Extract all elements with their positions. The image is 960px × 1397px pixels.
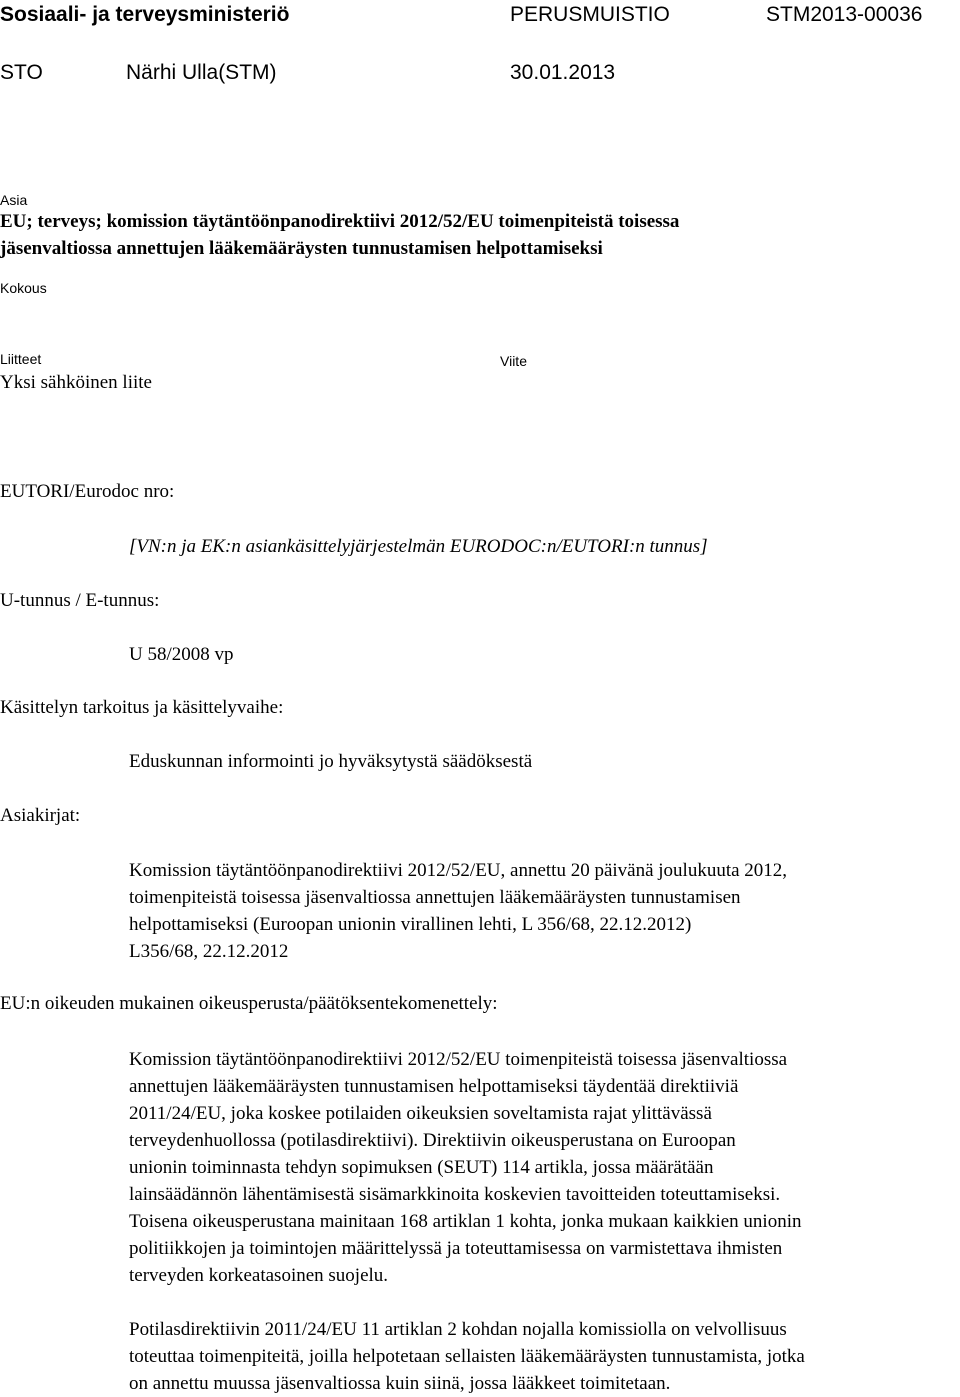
attachments-value: Yksi sähköinen liite	[0, 372, 152, 393]
paragraph-line: terveyden korkeatasoinen suojelu.	[129, 1265, 389, 1286]
author-name: Närhi Ulla(STM)	[126, 61, 277, 84]
documents-line: Komission täytäntöönpanodirektiivi 2012/52/EU, annettu 20 päivänä joulukuuta 2012,	[129, 860, 788, 881]
paragraph-line: politiikkojen ja toimintojen määrittelyssä ja toteuttamisessa on varmistettava ihmisten	[129, 1238, 783, 1259]
u-tunnus-value: U 58/2008 vp	[129, 644, 234, 665]
paragraph-line: terveydenhuollossa (potilasdirektiivi). Direktiivin oikeusperustana on Euroopan	[129, 1130, 736, 1151]
paragraph-line: lainsäädännön lähentämisestä sisämarkkinoita koskevien tavoitteiden toteuttamiseksi.	[129, 1184, 781, 1205]
paragraph-line: annettujen lääkemääräysten tunnustamisen helpottamiseksi täydentää direktiiviä	[129, 1076, 739, 1097]
documents-line: helpottamiseksi (Euroopan unionin virallinen lehti, L 356/68, 22.12.2012)	[129, 914, 692, 935]
unit-code: STO	[0, 61, 43, 84]
ministry-name: Sosiaali- ja terveysministeriö	[0, 3, 290, 26]
legal-basis-paragraph-1	[129, 1046, 801, 1289]
paragraph-line: unionin toiminnasta tehdyn sopimuksen (SEUT) 114 artikla, jossa määrätään	[129, 1157, 714, 1178]
subject-label: Asia	[0, 192, 28, 208]
eutori-value: [VN:n ja EK:n asiankäsittelyjärjestelmän EURODOC:n/EUTORI:n tunnus]	[129, 536, 708, 557]
document-id: STM2013-00036	[766, 3, 923, 26]
reference-label: Viite	[500, 353, 527, 369]
document-date: 30.01.2013	[510, 61, 616, 84]
documents-line: L356/68, 22.12.2012	[129, 941, 289, 962]
attachments-label: Liitteet	[0, 351, 42, 367]
paragraph-line: Komission täytäntöönpanodirektiivi 2012/52/EU toimenpiteistä toisessa jäsenvaltiossa	[129, 1049, 788, 1070]
documents-line: toimenpiteistä toisessa jäsenvaltiossa annettujen lääkemääräysten tunnustamisen	[129, 887, 741, 908]
purpose-value: Eduskunnan informointi jo hyväksytystä säädöksestä	[129, 751, 533, 772]
paragraph-line: 2011/24/EU, joka koskee potilaiden oikeuksien soveltamista rajat ylittävässä	[129, 1103, 712, 1124]
meeting-label: Kokous	[0, 280, 47, 296]
paragraph-line: Potilasdirektiivin 2011/24/EU 11 artiklan 2 kohdan nojalla komissiolla on velvollisuus	[129, 1319, 787, 1340]
legal-basis-label: EU:n oikeuden mukainen oikeusperusta/päätöksentekomenettely:	[0, 993, 498, 1014]
u-tunnus-label: U-tunnus / E-tunnus:	[0, 590, 160, 611]
documents-text	[129, 857, 787, 965]
subject-line: jäsenvaltiossa annettujen lääkemääräysten tunnustamisen helpottamiseksi	[0, 238, 603, 259]
purpose-label: Käsittelyn tarkoitus ja käsittelyvaihe:	[0, 697, 284, 718]
subject-text	[0, 208, 679, 262]
legal-basis-paragraph-2	[129, 1316, 805, 1397]
paragraph-line: on annettu muussa jäsenvaltiossa kuin siinä, jossa lääkkeet toimitetaan.	[129, 1373, 671, 1394]
subject-line: EU; terveys; komission täytäntöönpanodirektiivi 2012/52/EU toimenpiteistä toisessa	[0, 211, 680, 232]
eutori-label: EUTORI/Eurodoc nro:	[0, 481, 175, 502]
paragraph-line: Toisena oikeusperustana mainitaan 168 artiklan 1 kohta, jonka mukaan kaikkien unionin	[129, 1211, 802, 1232]
paragraph-line: toteuttaa toimenpiteitä, joilla helpotetaan sellaisten lääkemääräysten tunnustamista, jotka	[129, 1346, 805, 1367]
document-type: PERUSMUISTIO	[510, 3, 670, 26]
documents-label: Asiakirjat:	[0, 805, 81, 826]
